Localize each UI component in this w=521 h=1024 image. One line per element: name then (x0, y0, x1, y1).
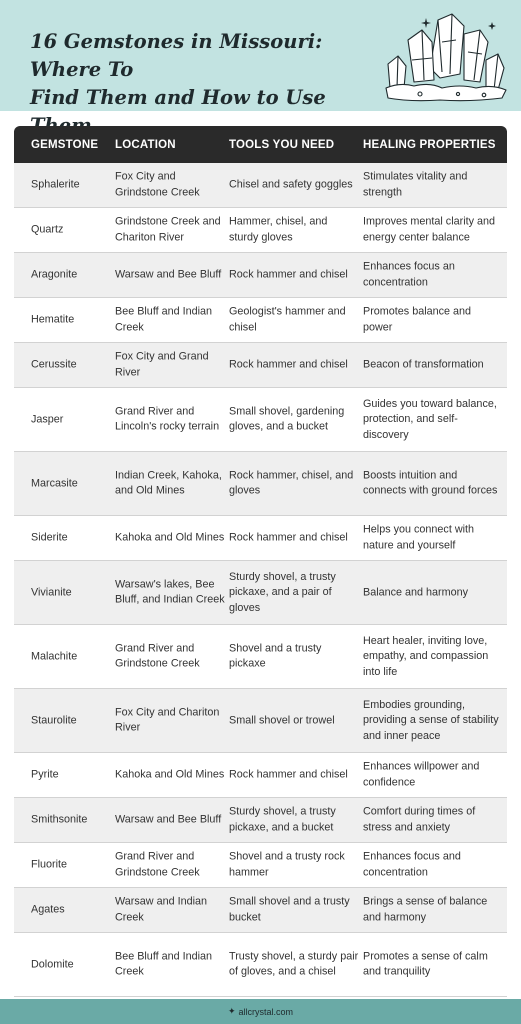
cell-gemstone: Aragonite (31, 268, 78, 281)
title-line-2: Find Them and How to Use (30, 86, 326, 109)
cell-gemstone: Dolomite (31, 957, 74, 970)
header-banner (0, 0, 521, 111)
cell-gemstone: Sphalerite (31, 178, 80, 191)
cell-location: Fox City and Chariton River (115, 706, 220, 734)
cell-location: Grand River and Lincoln's rocky terrain (115, 405, 220, 433)
cell-tools: Geologist's hammer and chisel (229, 305, 346, 333)
cell-location: Bee Bluff and Indian Creek (115, 305, 213, 333)
cell-location: Warsaw and Indian Creek (115, 895, 208, 923)
title-line-1: 16 Gemstones in Missouri: Where To (30, 30, 323, 81)
cell-location: Fox City and Grand River (115, 350, 209, 378)
cell-tools: Rock hammer and chisel (229, 768, 348, 781)
table-row (14, 625, 507, 689)
cell-gemstone: Siderite (31, 531, 68, 544)
cell-location: Warsaw and Bee Bluff (115, 813, 222, 826)
table-row (14, 933, 507, 997)
col-header-tools: TOOLS YOU NEED (229, 138, 335, 151)
cell-location: Indian Creek, Kahoka, and Old Mines (115, 469, 222, 497)
cell-location: Bee Bluff and Indian Creek (115, 950, 213, 978)
table-header (14, 126, 507, 163)
table-row (14, 753, 507, 798)
cell-tools: Small shovel and a trusty bucket (229, 895, 350, 923)
table-row (14, 163, 507, 208)
cell-healing: Promotes a sense of calm and tranquility (363, 950, 488, 978)
table-row (14, 208, 507, 253)
cell-gemstone: Malachite (31, 649, 78, 662)
cell-gemstone: Hematite (31, 313, 75, 326)
cell-healing: Heart healer, inviting love, empathy, and compassion into life (363, 634, 489, 678)
table-row (14, 561, 507, 625)
cell-tools: Small shovel or trowel (229, 713, 335, 726)
cell-location: Kahoka and Old Mines (115, 531, 225, 544)
cell-location: Grand River and Grindstone Creek (115, 642, 200, 670)
crystal-cluster-icon (380, 12, 510, 102)
gemstone-table (14, 126, 507, 997)
cell-gemstone: Quartz (31, 223, 64, 236)
table-row (14, 888, 507, 933)
cell-tools: Shovel and a trusty pickaxe (229, 642, 322, 670)
table-row (14, 843, 507, 888)
cell-healing: Embodies grounding, providing a sense of stability and inner peace (363, 698, 499, 742)
cell-healing: Comfort during times of stress and anxiety (363, 805, 476, 833)
cell-healing: Helps you connect with nature and yourself (363, 523, 475, 551)
cell-gemstone: Vivianite (31, 585, 72, 598)
table-row (14, 253, 507, 298)
cell-tools: Hammer, chisel, and sturdy gloves (229, 215, 328, 243)
cell-tools: Sturdy shovel, a trusty pickaxe, and a pair of gloves (229, 570, 336, 614)
cell-healing: Enhances willpower and confidence (363, 760, 480, 788)
cell-tools: Rock hammer, chisel, and gloves (229, 469, 354, 497)
cell-tools: Rock hammer and chisel (229, 531, 348, 544)
cell-tools: Chisel and safety goggles (229, 178, 353, 191)
cell-gemstone: Marcasite (31, 476, 78, 489)
cell-healing: Beacon of transformation (363, 358, 484, 371)
col-header-healing: HEALING PROPERTIES (363, 138, 496, 151)
cell-tools: Rock hammer and chisel (229, 268, 348, 281)
cell-tools: Trusty shovel, a sturdy pair of gloves, and a chisel (229, 950, 359, 978)
page-title (30, 28, 390, 140)
cell-gemstone: Staurolite (31, 713, 77, 726)
cell-location: Fox City and Grindstone Creek (115, 170, 200, 198)
table-row (14, 516, 507, 561)
cell-healing: Boosts intuition and connects with ground forces (363, 469, 498, 497)
table-row (14, 298, 507, 343)
cell-location: Grindstone Creek and Chariton River (115, 215, 221, 243)
col-header-location: LOCATION (115, 138, 176, 151)
cell-location: Warsaw's lakes, Bee Bluff, and Indian Creek (115, 578, 225, 606)
table-row (14, 343, 507, 388)
sparkle-icon: ✦ (227, 1006, 236, 1016)
footer-bar (0, 999, 521, 1024)
cell-tools: Shovel and a trusty rock hammer (229, 850, 345, 878)
cell-gemstone: Jasper (31, 412, 64, 425)
cell-gemstone: Cerussite (31, 358, 77, 371)
cell-tools: Sturdy shovel, a trusty pickaxe, and a bucket (229, 805, 336, 833)
cell-tools: Rock hammer and chisel (229, 358, 348, 371)
cell-gemstone: Pyrite (31, 768, 59, 781)
table-row (14, 452, 507, 516)
cell-healing: Improves mental clarity and energy center balance (363, 215, 496, 243)
cell-gemstone: Agates (31, 903, 65, 916)
cell-healing: Guides you toward balance, protection, and self-discovery (363, 397, 497, 441)
cell-gemstone: Smithsonite (31, 813, 88, 826)
cell-location: Warsaw and Bee Bluff (115, 268, 222, 281)
cell-healing: Enhances focus an concentration (363, 260, 455, 288)
table-row (14, 388, 507, 452)
cell-location: Kahoka and Old Mines (115, 768, 225, 781)
cell-gemstone: Fluorite (31, 858, 68, 871)
cell-healing: Enhances focus and concentration (363, 850, 461, 878)
cell-healing: Balance and harmony (363, 585, 469, 598)
col-header-gemstone: GEMSTONE (31, 138, 99, 151)
cell-healing: Brings a sense of balance and harmony (363, 895, 488, 923)
cell-tools: Small shovel, gardening gloves, and a bucket (229, 405, 345, 433)
table-row (14, 689, 507, 753)
table-row (14, 798, 507, 843)
cell-location: Grand River and Grindstone Creek (115, 850, 200, 878)
cell-healing: Stimulates vitality and strength (363, 170, 468, 198)
footer-site-link[interactable]: allcrystal.com (238, 1006, 294, 1017)
cell-healing: Promotes balance and power (363, 305, 472, 333)
